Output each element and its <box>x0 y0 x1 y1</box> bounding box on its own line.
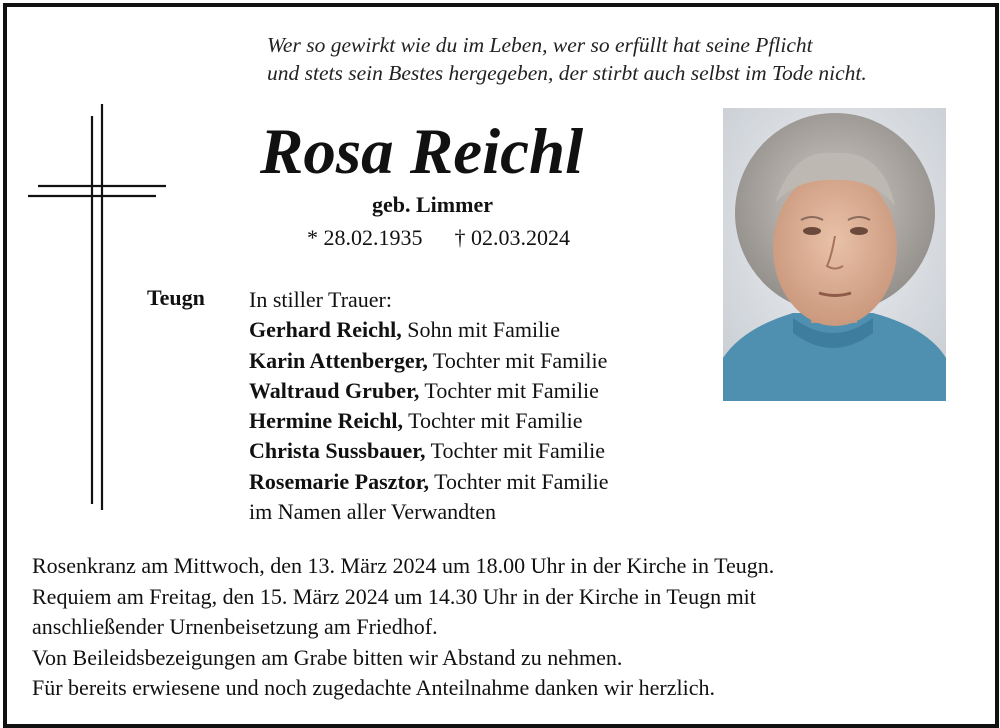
notice-line: Von Beileidsbezeigungen am Grabe bitten wir Abstand zu nehmen. <box>32 644 623 670</box>
mourner-relation: Tochter mit Familie <box>402 408 583 434</box>
portrait-photo <box>723 108 946 401</box>
mourner-name: Hermine Reichl, <box>249 408 403 434</box>
mourners-list <box>249 285 609 527</box>
mourner-relation: Tochter mit Familie <box>427 347 608 373</box>
death-date: † 02.03.2024 <box>454 225 570 250</box>
mourner-entry <box>249 315 609 345</box>
life-dates <box>307 225 570 251</box>
mourner-name: Karin Attenberger, <box>249 347 428 373</box>
mourner-name: Waltraud Gruber, <box>249 377 420 403</box>
birth-name: geb. Limmer <box>372 192 493 217</box>
motto <box>267 31 987 87</box>
mourner-relation: Sohn mit Familie <box>401 317 561 343</box>
service-notices <box>32 551 774 704</box>
mourner-entry <box>249 376 609 406</box>
notice-line: Requiem am Freitag, den 15. März 2024 um 14.30 Uhr in der Kirche in Teugn mit <box>32 583 756 609</box>
mourner-entry <box>249 346 609 376</box>
motto-line-2: und stets sein Bestes hergegeben, der stirbt auch selbst im Tode nicht. <box>267 61 867 85</box>
portrait-illustration <box>723 108 946 401</box>
mourner-relation: Tochter mit Familie <box>425 438 605 464</box>
mourner-name: Rosemarie Pasztor, <box>249 468 430 494</box>
mourner-entry <box>249 406 609 436</box>
deceased-name: Rosa Reichl <box>260 116 584 188</box>
mourners-closing: im Namen aller Verwandten <box>249 499 497 525</box>
mourner-entry <box>249 436 609 466</box>
mourner-name: Gerhard Reichl, <box>249 317 402 343</box>
motto-line-1: Wer so gewirkt wie du im Leben, wer so erfüllt hat seine Pflicht <box>267 33 813 57</box>
mourner-relation: Tochter mit Familie <box>419 377 599 403</box>
notice-line: anschließender Urnenbeisetzung am Friedhof. <box>32 614 438 639</box>
notice-line: Rosenkranz am Mittwoch, den 13. März 2024 um 18.00 Uhr in der Kirche in Teugn. <box>32 553 775 578</box>
notice-line: Für bereits erwiesene und noch zugedachte Anteilnahme danken wir herzlich. <box>32 675 715 700</box>
birth-date: * 28.02.1935 <box>307 225 423 250</box>
place-name: Teugn <box>147 285 205 310</box>
mourner-entry <box>249 467 609 497</box>
mourner-name: Christa Sussbauer, <box>249 438 426 464</box>
mourner-relation: Tochter mit Familie <box>429 468 609 494</box>
mourners-intro: In stiller Trauer: <box>249 287 392 312</box>
